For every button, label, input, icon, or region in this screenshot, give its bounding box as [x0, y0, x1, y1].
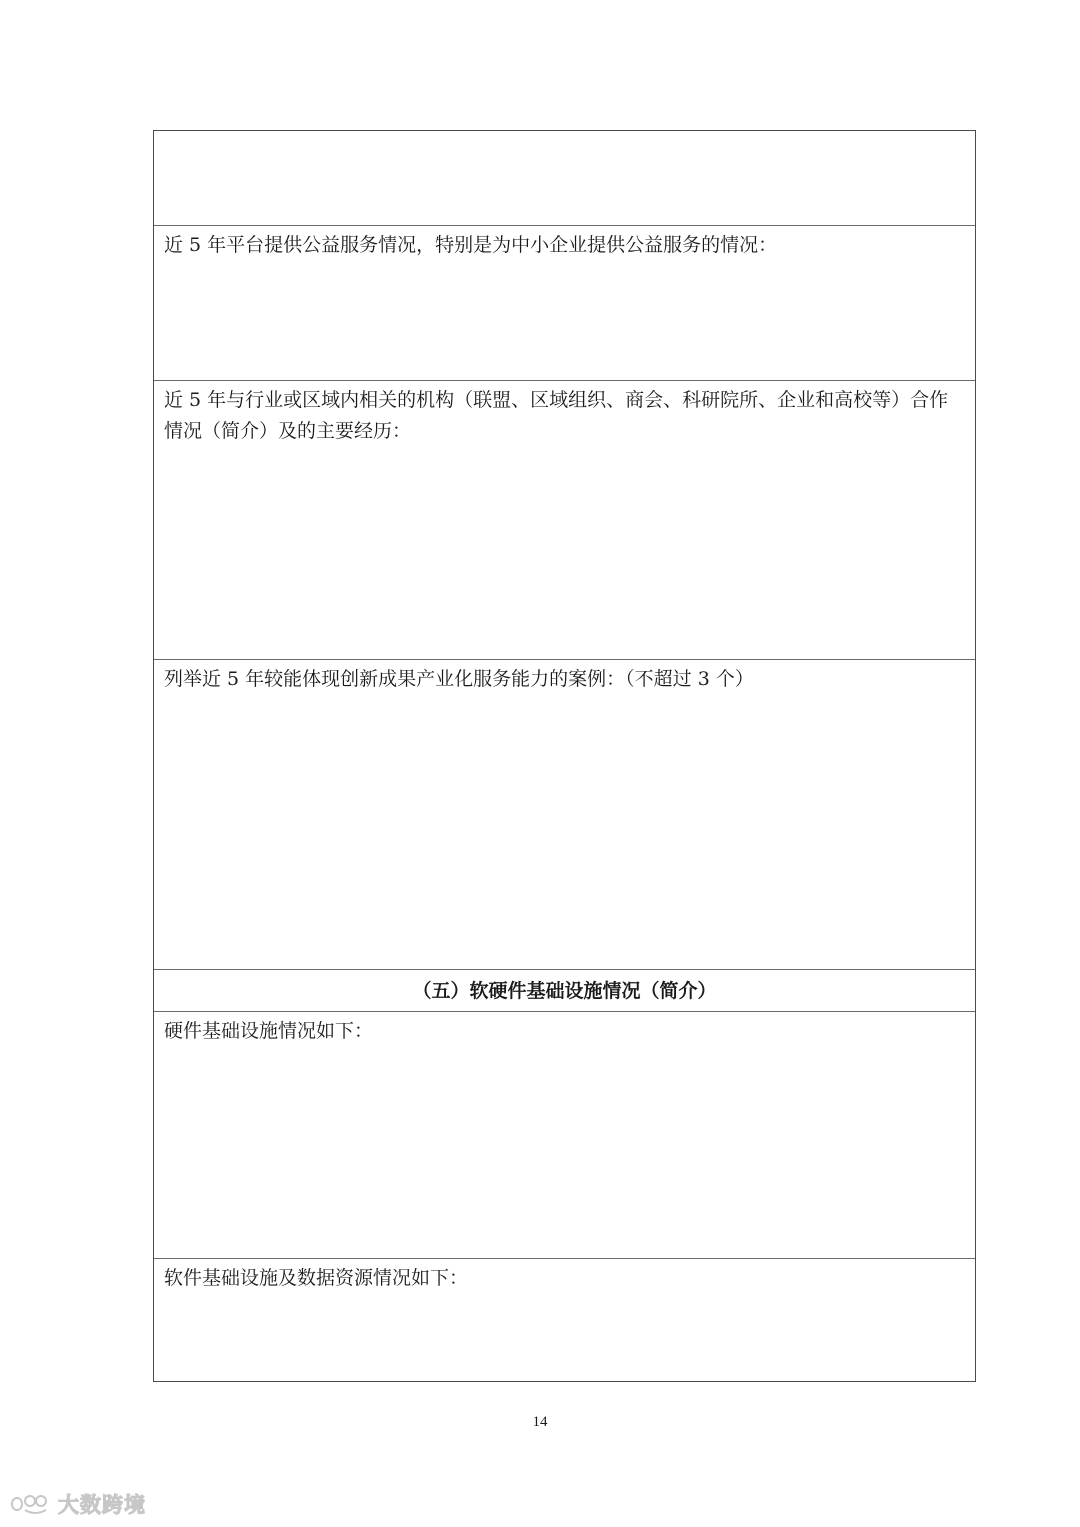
- form-row-software: [154, 1258, 975, 1381]
- watermark: [8, 1489, 146, 1519]
- application-form-table: [153, 130, 976, 1382]
- section-heading-infrastructure: [154, 969, 975, 1011]
- form-row-blank: [154, 131, 975, 225]
- form-row-hardware: [154, 1011, 975, 1258]
- form-row-label: 软件基础设施及数据资源情况如下：: [164, 1267, 469, 1289]
- form-row-label: 近 5 年与行业或区域内相关的机构（联盟、区域组织、商会、科研院所、企业和高校等）合作情况（简介）及的主要经历：: [164, 389, 949, 442]
- watermark-text: 大数跨境: [58, 1493, 146, 1517]
- section-heading-label: （五）软硬件基础设施情况（简介）: [412, 980, 717, 1002]
- watermark-logo-icon: [8, 1492, 52, 1516]
- form-row-label: 硬件基础设施情况如下：: [164, 1020, 374, 1042]
- form-row-cooperation: [154, 380, 975, 659]
- form-row-cases: [154, 659, 975, 969]
- form-row-label: 近 5 年平台提供公益服务情况，特别是为中小企业提供公益服务的情况：: [164, 234, 778, 256]
- form-row-public-service: [154, 225, 975, 380]
- page-number: 14: [532, 1414, 548, 1430]
- form-row-label: 列举近 5 年较能体现创新成果产业化服务能力的案例：（不超过 3 个）: [164, 668, 754, 690]
